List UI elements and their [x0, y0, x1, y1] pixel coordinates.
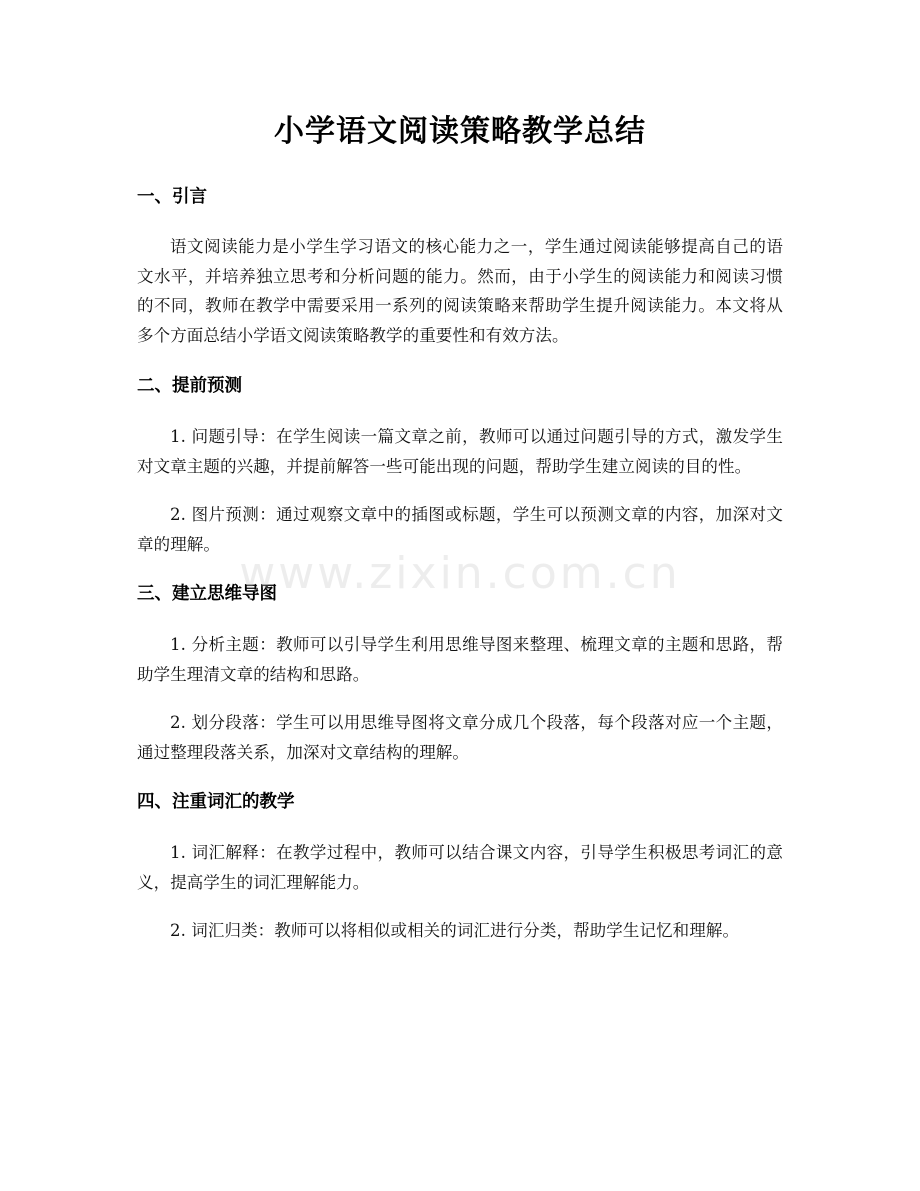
paragraph: 2. 图片预测：通过观察文章中的插图或标题，学生可以预测文章的内容，加深对文章的理解。 [137, 505, 783, 554]
paragraph: 2. 划分段落：学生可以用思维导图将文章分成几个段落，每个段落对应一个主题，通过整理段落关系，加深对文章结构的理解。 [137, 713, 783, 762]
document-title: 小学语文阅读策略教学总结 [274, 114, 646, 149]
section-mind-map [137, 581, 783, 767]
section-prediction [137, 373, 783, 559]
section-heading: 一、引言 [137, 187, 207, 207]
section-introduction [137, 184, 783, 350]
section-vocabulary [137, 789, 783, 946]
paragraph: 1. 分析主题：教师可以引导学生利用思维导图来整理、梳理文章的主题和思路，帮助学生理清文章的结构和思路。 [137, 635, 783, 684]
section-heading: 三、建立思维导图 [137, 584, 277, 604]
paragraph: 1. 问题引导：在学生阅读一篇文章之前，教师可以通过问题引导的方式，激发学生对文章主题的兴趣，并提前解答一些可能出现的问题，帮助学生建立阅读的目的性。 [137, 427, 783, 476]
paragraph: 语文阅读能力是小学生学习语文的核心能力之一，学生通过阅读能够提高自己的语文水平，并培养独立思考和分析问题的能力。然而，由于小学生的阅读能力和阅读习惯的不同，教师在教学中需要采用一系列的阅读策略来帮助学生提升阅读能力。本文将从多个方面总结小学语文阅读策略教学的重要性和有效方法。 [137, 237, 783, 345]
section-heading: 二、提前预测 [137, 376, 242, 396]
paragraph: 2. 词汇归类：教师可以将相似或相关的词汇进行分类，帮助学生记忆和理解。 [170, 921, 740, 940]
section-heading: 四、注重词汇的教学 [137, 792, 295, 812]
paragraph: 1. 词汇解释：在教学过程中，教师可以结合课文内容，引导学生积极思考词汇的意义，提高学生的词汇理解能力。 [137, 843, 783, 892]
watermark: www.zixin.com.cn [239, 548, 681, 599]
